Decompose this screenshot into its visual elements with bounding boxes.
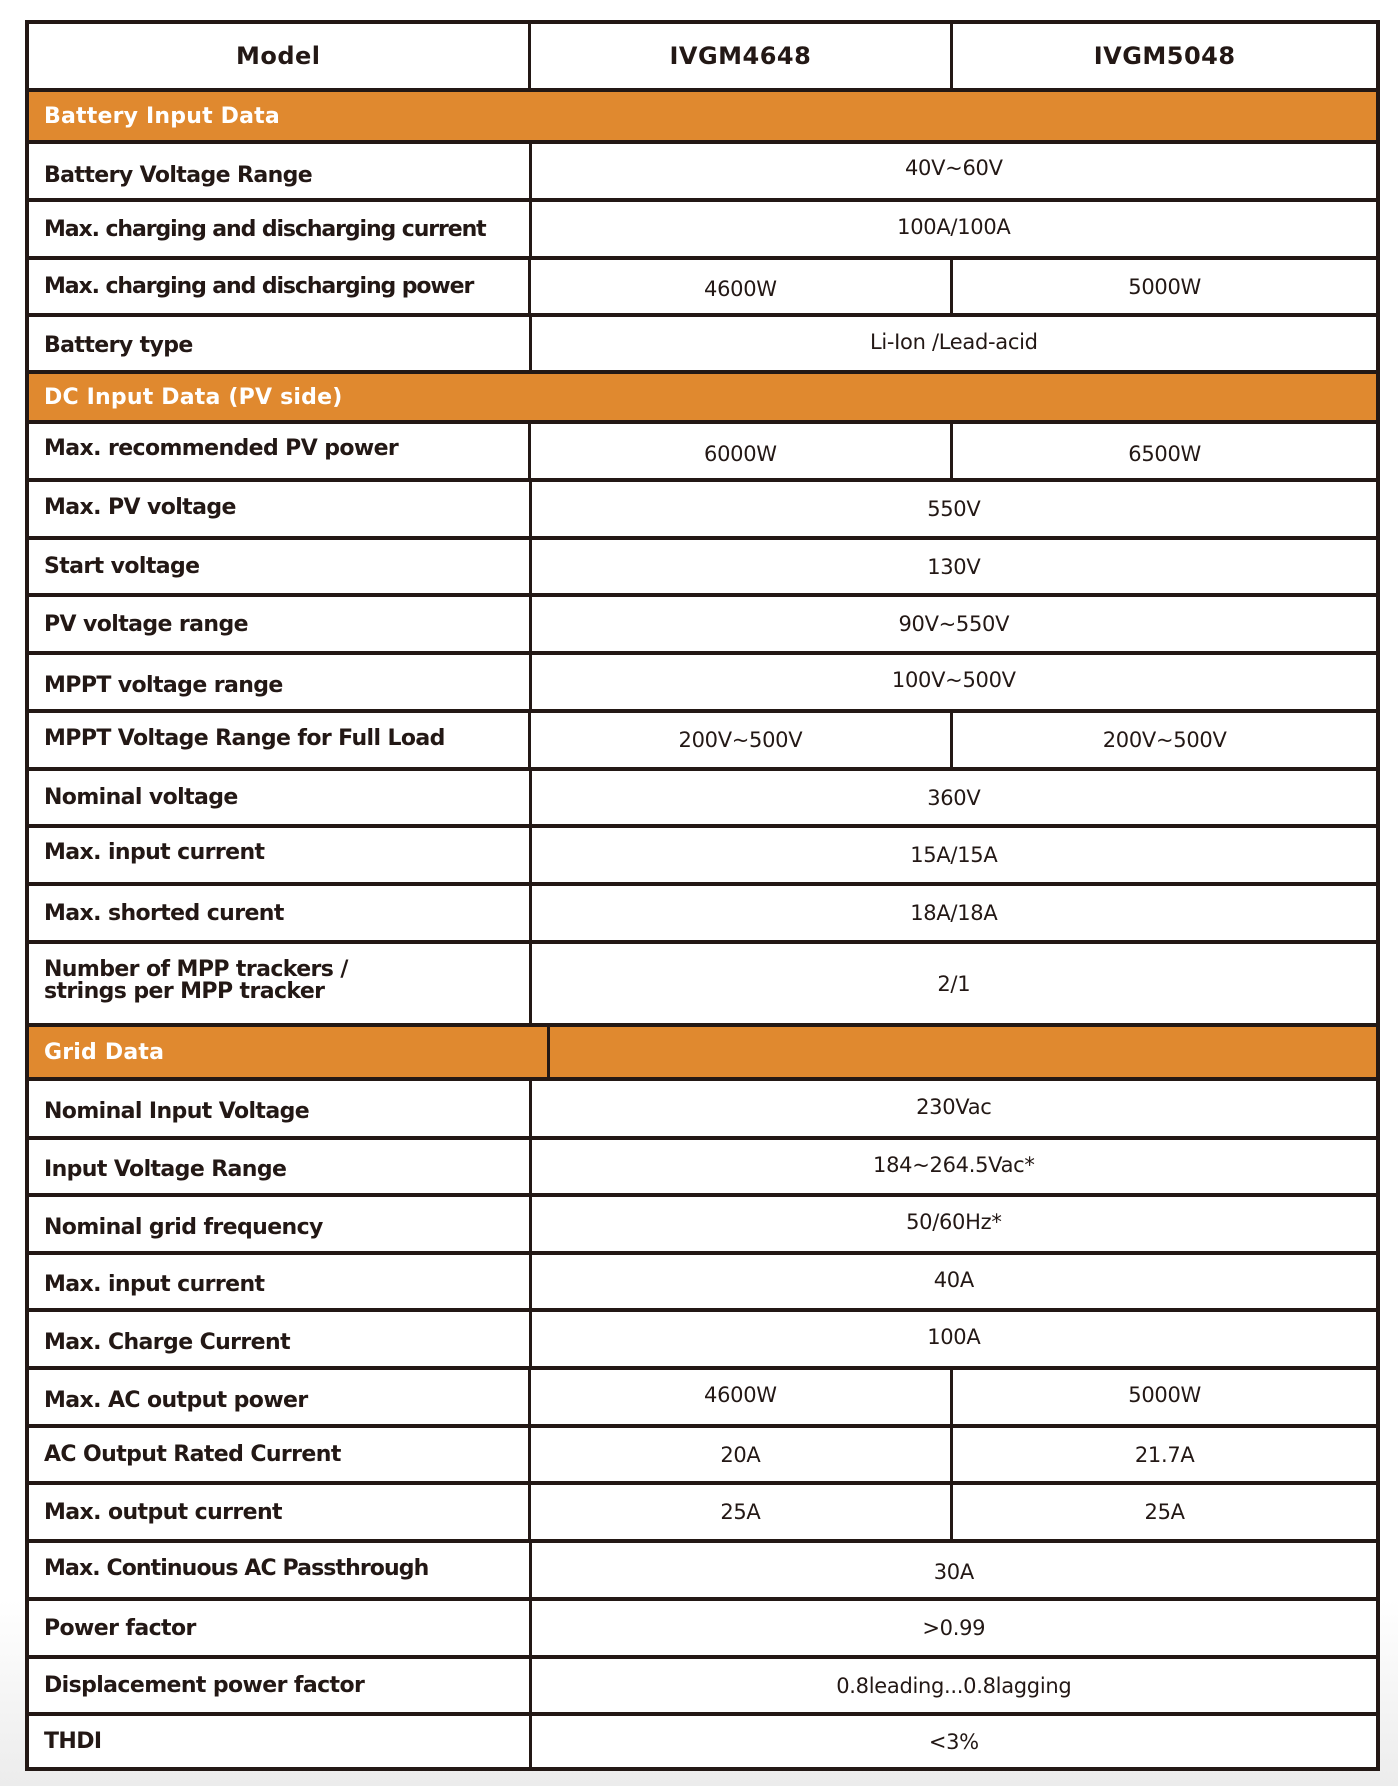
row-label-text: Displacement power factor [44, 1673, 365, 1698]
row-value [532, 317, 1376, 370]
row-label [29, 482, 532, 536]
row-label-text: Max. recommended PV power [44, 435, 399, 461]
row-label-text: MPPT Voltage Range for Full Load [44, 725, 445, 751]
row-label [29, 597, 532, 651]
section-title: DC Input Data (PV side) [44, 384, 343, 410]
row-value-text: 30A [933, 1560, 974, 1584]
row-label [29, 1312, 532, 1366]
table-row [29, 709, 1376, 767]
row-label [29, 1197, 532, 1251]
row-value-text: 200V~500V [678, 728, 803, 752]
table-row [29, 478, 1376, 536]
row-value-model-1 [531, 260, 954, 313]
row-label-text: Max. output current [44, 1499, 282, 1525]
table-row [29, 198, 1376, 256]
row-label [29, 202, 532, 256]
row-label-text: Max. input current [44, 1272, 265, 1297]
row-value-text: 4600W [704, 1383, 777, 1407]
row-label-text: AC Output Rated Current [44, 1442, 341, 1467]
table-row [29, 313, 1376, 370]
row-value-text: 5000W [1128, 274, 1201, 299]
row-value [532, 1197, 1376, 1251]
row-value-text: 130V [927, 554, 981, 579]
row-label [29, 1716, 532, 1767]
row-value-model-1 [531, 713, 954, 767]
table-row [29, 1481, 1376, 1539]
table-row [29, 1077, 1376, 1136]
row-label [29, 144, 532, 198]
row-value-text: 230Vac [916, 1094, 992, 1119]
row-label [29, 1140, 532, 1193]
table-row [29, 1597, 1376, 1655]
row-value [532, 597, 1376, 651]
row-value-model-2 [953, 713, 1376, 767]
row-value-model-2 [953, 1370, 1376, 1424]
row-label-text: MPPT voltage range [44, 672, 283, 698]
row-label-text: Input Voltage Range [44, 1157, 287, 1182]
header-row [29, 24, 1376, 88]
row-value-text: >0.99 [922, 1616, 986, 1640]
section-grid-data [29, 1023, 1376, 1077]
header-model-2: IVGM5048 [1093, 42, 1236, 70]
row-value-text: <3% [928, 1729, 979, 1754]
row-label-text: Battery type [44, 333, 193, 358]
row-label-text: Max. PV voltage [44, 494, 236, 520]
row-value-text: 100A/100A [897, 215, 1011, 239]
row-label [29, 828, 532, 882]
table-row [29, 1539, 1376, 1597]
row-label [29, 1601, 532, 1655]
row-value-text: 360V [927, 785, 981, 810]
row-value [532, 886, 1376, 940]
table-row [29, 882, 1376, 940]
row-value-text: 50/60Hz* [906, 1210, 1002, 1234]
row-label [29, 886, 532, 940]
row-label [29, 1485, 531, 1539]
row-label [29, 1659, 532, 1712]
row-label [29, 1081, 532, 1136]
row-label [29, 260, 531, 313]
row-label-text: Max. input current [44, 839, 265, 865]
row-label [29, 655, 532, 709]
section-dc-input [29, 370, 1376, 420]
row-value-text: 100A [927, 1325, 981, 1349]
row-value [532, 944, 1376, 1023]
row-value [532, 1312, 1376, 1366]
row-label [29, 424, 531, 478]
row-label [29, 317, 532, 370]
row-label-text: Max. charging and discharging power [44, 274, 474, 299]
row-value-text: 6000W [704, 442, 777, 466]
table-row [29, 651, 1376, 709]
table-row [29, 420, 1376, 478]
table-row [29, 140, 1376, 198]
table-row [29, 767, 1376, 824]
row-value-model-2 [953, 260, 1376, 313]
table-row [29, 824, 1376, 882]
row-label [29, 1428, 531, 1481]
row-value-text: 40V~60V [904, 156, 1003, 180]
row-value [532, 1659, 1376, 1712]
table-row [29, 1655, 1376, 1712]
row-value-model-2 [953, 1428, 1376, 1481]
row-value [532, 771, 1376, 824]
row-label [29, 1255, 532, 1308]
row-label-text: Nominal voltage [44, 785, 238, 810]
table-row [29, 593, 1376, 651]
table-row [29, 1366, 1376, 1424]
row-value [532, 482, 1376, 536]
row-value [532, 540, 1376, 593]
row-value-text: 6500W [1128, 442, 1201, 466]
row-label-text: Nominal grid frequency [44, 1214, 323, 1240]
row-value [532, 1716, 1376, 1767]
row-label-line: strings per MPP tracker [44, 978, 325, 1004]
row-value-text: 21.7A [1134, 1442, 1195, 1467]
row-value [532, 1255, 1376, 1308]
row-value-text: 40A [933, 1267, 974, 1292]
row-label [29, 944, 532, 1023]
row-label [29, 771, 532, 824]
row-label-text: Max. Charge Current [44, 1329, 290, 1355]
row-value-model-1 [531, 424, 954, 478]
table-row [29, 536, 1376, 593]
row-label-text: Start voltage [44, 554, 200, 579]
row-label-text: Max. charging and discharging current [44, 216, 486, 242]
table-row [29, 1136, 1376, 1193]
row-value-text: 25A [720, 1500, 761, 1524]
row-value-model-2 [953, 424, 1376, 478]
row-label [29, 1543, 532, 1597]
row-value-model-1 [531, 1428, 954, 1481]
row-value-text: 4600W [704, 276, 777, 301]
row-label-line: Number of MPP trackers / [44, 956, 348, 982]
row-value [532, 202, 1376, 256]
row-label [29, 1370, 531, 1424]
section-battery-input [29, 88, 1376, 140]
row-label [29, 713, 531, 767]
row-label-text: Max. Continuous AC Passthrough [44, 1555, 429, 1581]
row-label [29, 540, 532, 593]
row-label-text: Battery Voltage Range [44, 162, 313, 188]
header-model-1: IVGM4648 [531, 24, 954, 88]
row-value-model-1 [531, 1485, 954, 1539]
row-value [532, 144, 1376, 198]
row-value-text: Li-Ion /Lead-acid [869, 329, 1038, 354]
header-model-label: Model [29, 24, 531, 88]
section-title: Grid Data [29, 1027, 550, 1077]
row-value-text: 100V~500V [891, 668, 1016, 692]
row-label-text: Power factor [44, 1615, 196, 1641]
row-value-text: 5000W [1128, 1383, 1201, 1407]
row-label-text: Max. shorted curent [44, 900, 284, 926]
row-value [532, 1601, 1376, 1655]
row-value [532, 1081, 1376, 1136]
table-row [29, 1251, 1376, 1308]
table-row [29, 1193, 1376, 1251]
row-label-text: Nominal Input Voltage [44, 1099, 310, 1124]
row-value [532, 828, 1376, 882]
row-label-text: Max. AC output power [44, 1387, 308, 1413]
row-value-model-2 [953, 1485, 1376, 1539]
row-value-text: 15A/15A [910, 843, 998, 867]
row-value [532, 655, 1376, 709]
row-label-text: THDI [44, 1729, 102, 1754]
row-value [532, 1543, 1376, 1597]
row-value-text: 90V~550V [898, 612, 1010, 636]
table-row [29, 256, 1376, 313]
row-value-text: 25A [1144, 1500, 1185, 1524]
table-row [29, 1308, 1376, 1366]
spec-table [25, 20, 1380, 1771]
row-value-text: 184~264.5Vac* [873, 1152, 1035, 1177]
row-value-text: 20A [720, 1442, 761, 1467]
row-value-model-1 [531, 1370, 954, 1424]
row-value-text: 550V [927, 497, 981, 521]
table-row [29, 940, 1376, 1023]
row-value [532, 1140, 1376, 1193]
row-value-text: 0.8leading...0.8lagging [836, 1673, 1072, 1698]
row-value-text: 2/1 [937, 971, 971, 996]
table-row [29, 1712, 1376, 1767]
row-label-text: PV voltage range [44, 611, 248, 637]
row-value-text: 18A/18A [910, 901, 998, 925]
section-title: Battery Input Data [44, 103, 280, 129]
row-value-text: 200V~500V [1102, 728, 1227, 752]
table-row [29, 1424, 1376, 1481]
